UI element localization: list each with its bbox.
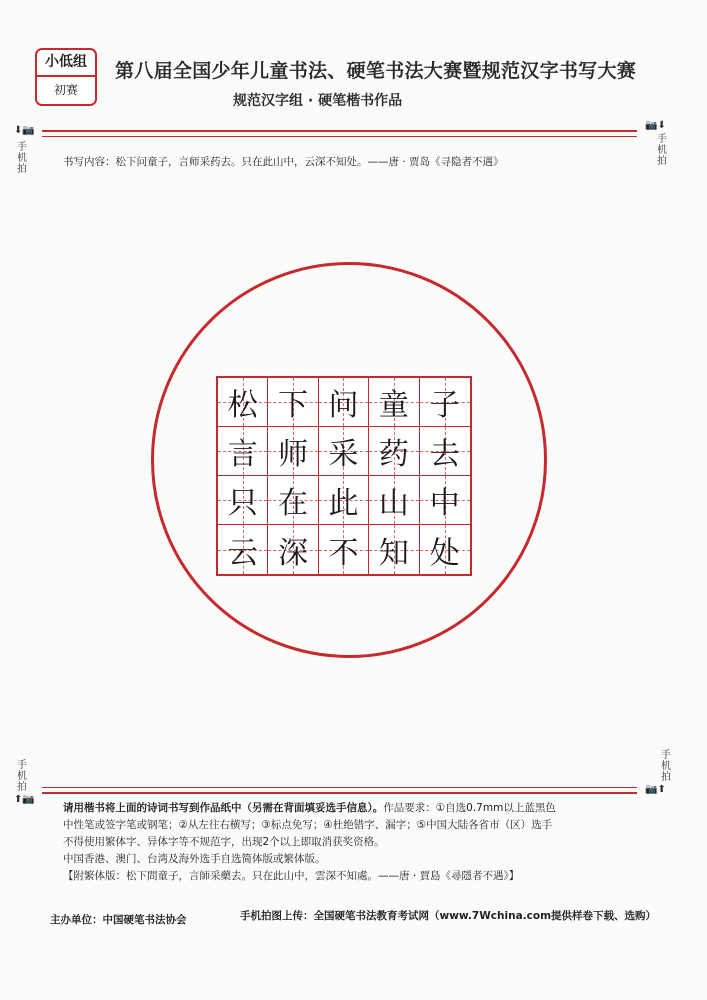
camera-icon: 📷	[645, 120, 658, 131]
grid-character: 去	[429, 437, 460, 472]
page-title: 第八届全国少年儿童书法、硬笔书法大赛暨规范汉字书写大赛	[115, 60, 637, 82]
writing-content: 书写内容：松下问童子，言师采药去。只在此山中，云深不知处。——唐 · 贾岛《寻隐者不遇》	[63, 156, 504, 168]
grid-character: 童	[378, 388, 409, 423]
grid-character: 此	[328, 486, 359, 521]
grid-character: 山	[378, 486, 409, 521]
grid-character: 处	[429, 535, 460, 571]
grid-character: 下	[278, 388, 309, 423]
grid-cell	[319, 427, 369, 476]
instructions-line-3: 不得使用繁体字、异体字等不规范字，出现2个以上即取消获奖资格。	[63, 836, 385, 848]
badge-round: 初赛	[53, 83, 78, 97]
grid-cell	[369, 476, 419, 525]
grid-character: 知	[378, 535, 409, 571]
instructions	[63, 800, 653, 885]
grid-cell	[268, 427, 318, 476]
top-right-photo-mark	[645, 120, 666, 131]
grid-cell	[218, 476, 268, 525]
grid-character: 在	[278, 486, 309, 521]
bottom-rule-thin	[42, 787, 637, 788]
bottom-left-label: 手机拍	[17, 760, 27, 793]
bottom-rule-thick	[42, 792, 637, 794]
grid-cell	[369, 378, 419, 427]
writing-grid	[216, 376, 472, 576]
grid-cell	[218, 378, 268, 427]
grid-cell	[218, 525, 268, 574]
grid-character: 中	[429, 486, 460, 521]
grid-cell	[319, 476, 369, 525]
organizer: 主办单位：中国硬笔书法协会	[50, 914, 187, 926]
grid-cell	[218, 427, 268, 476]
grid-cell	[420, 525, 470, 574]
up-arrow-icon: ⬆	[657, 784, 666, 795]
grid-character: 云	[227, 535, 258, 571]
camera-icon: 📷	[22, 794, 35, 805]
page-subtitle: 规范汉字组 · 硬笔楷书作品	[233, 93, 403, 109]
instructions-line-2: 中性笔或签字笔或钢笔；②从左往右横写；③标点免写；④杜绝错字、漏字；⑤中国大陆各省市（区）选手	[63, 819, 553, 831]
instructions-line-4: 中国香港、澳门、台湾及海外选手自选简体版或繁体版。	[63, 853, 326, 865]
camera-icon: 📷	[22, 125, 35, 136]
grid-cell	[369, 525, 419, 574]
camera-icon: 📷	[645, 784, 658, 795]
grid-character: 言	[227, 437, 258, 472]
grid-cell	[268, 525, 318, 574]
grid-character: 只	[227, 486, 258, 521]
grid-character: 师	[278, 437, 309, 472]
grid-cell	[420, 378, 470, 427]
bottom-right-label: 手机拍	[661, 750, 671, 783]
top-rule-thin	[42, 136, 637, 137]
grid-character: 不	[328, 535, 359, 571]
down-arrow-icon: ⬇	[14, 125, 23, 136]
instructions-lead: 请用楷书将上面的诗词书写到作品纸中（另需在背面填妥选手信息）。	[63, 802, 384, 814]
instructions-requirements: 作品要求：①自选0.7mm以上蓝黑色	[383, 802, 556, 814]
grid-cell	[268, 378, 318, 427]
grid-cell	[420, 476, 470, 525]
grid-character: 采	[328, 437, 359, 472]
instructions-line-5: 【附繁体版：松下問童子，言師采藥去。只在此山中，雲深不知處。——唐 · 賈島《尋隱者不遇》】	[63, 870, 520, 882]
grid-cell	[268, 476, 318, 525]
bottom-left-photo-mark	[14, 794, 35, 805]
grid-character: 子	[429, 388, 460, 423]
grid-cell	[369, 427, 419, 476]
top-right-label: 手机拍	[657, 134, 667, 167]
upload-info: 手机拍图上传：全国硬笔书法教育考试网（www.7Wchina.com提供样卷下载、选购）	[240, 910, 657, 922]
top-left-label: 手机拍	[17, 142, 27, 175]
category-badge	[35, 48, 97, 106]
grid-character: 问	[328, 388, 359, 423]
down-arrow-icon: ⬇	[657, 120, 666, 131]
top-rule-thick	[42, 130, 637, 132]
grid-cell	[420, 427, 470, 476]
up-arrow-icon: ⬆	[14, 794, 23, 805]
badge-category: 小低组	[37, 50, 95, 77]
instructions-line-1	[63, 800, 653, 817]
grid-cell	[319, 525, 369, 574]
grid-cell	[319, 378, 369, 427]
grid-character: 药	[378, 437, 409, 472]
grid-character: 深	[278, 535, 309, 571]
grid-character: 松	[227, 388, 258, 423]
top-left-photo-mark	[14, 125, 35, 136]
bottom-right-photo-mark	[645, 784, 666, 795]
